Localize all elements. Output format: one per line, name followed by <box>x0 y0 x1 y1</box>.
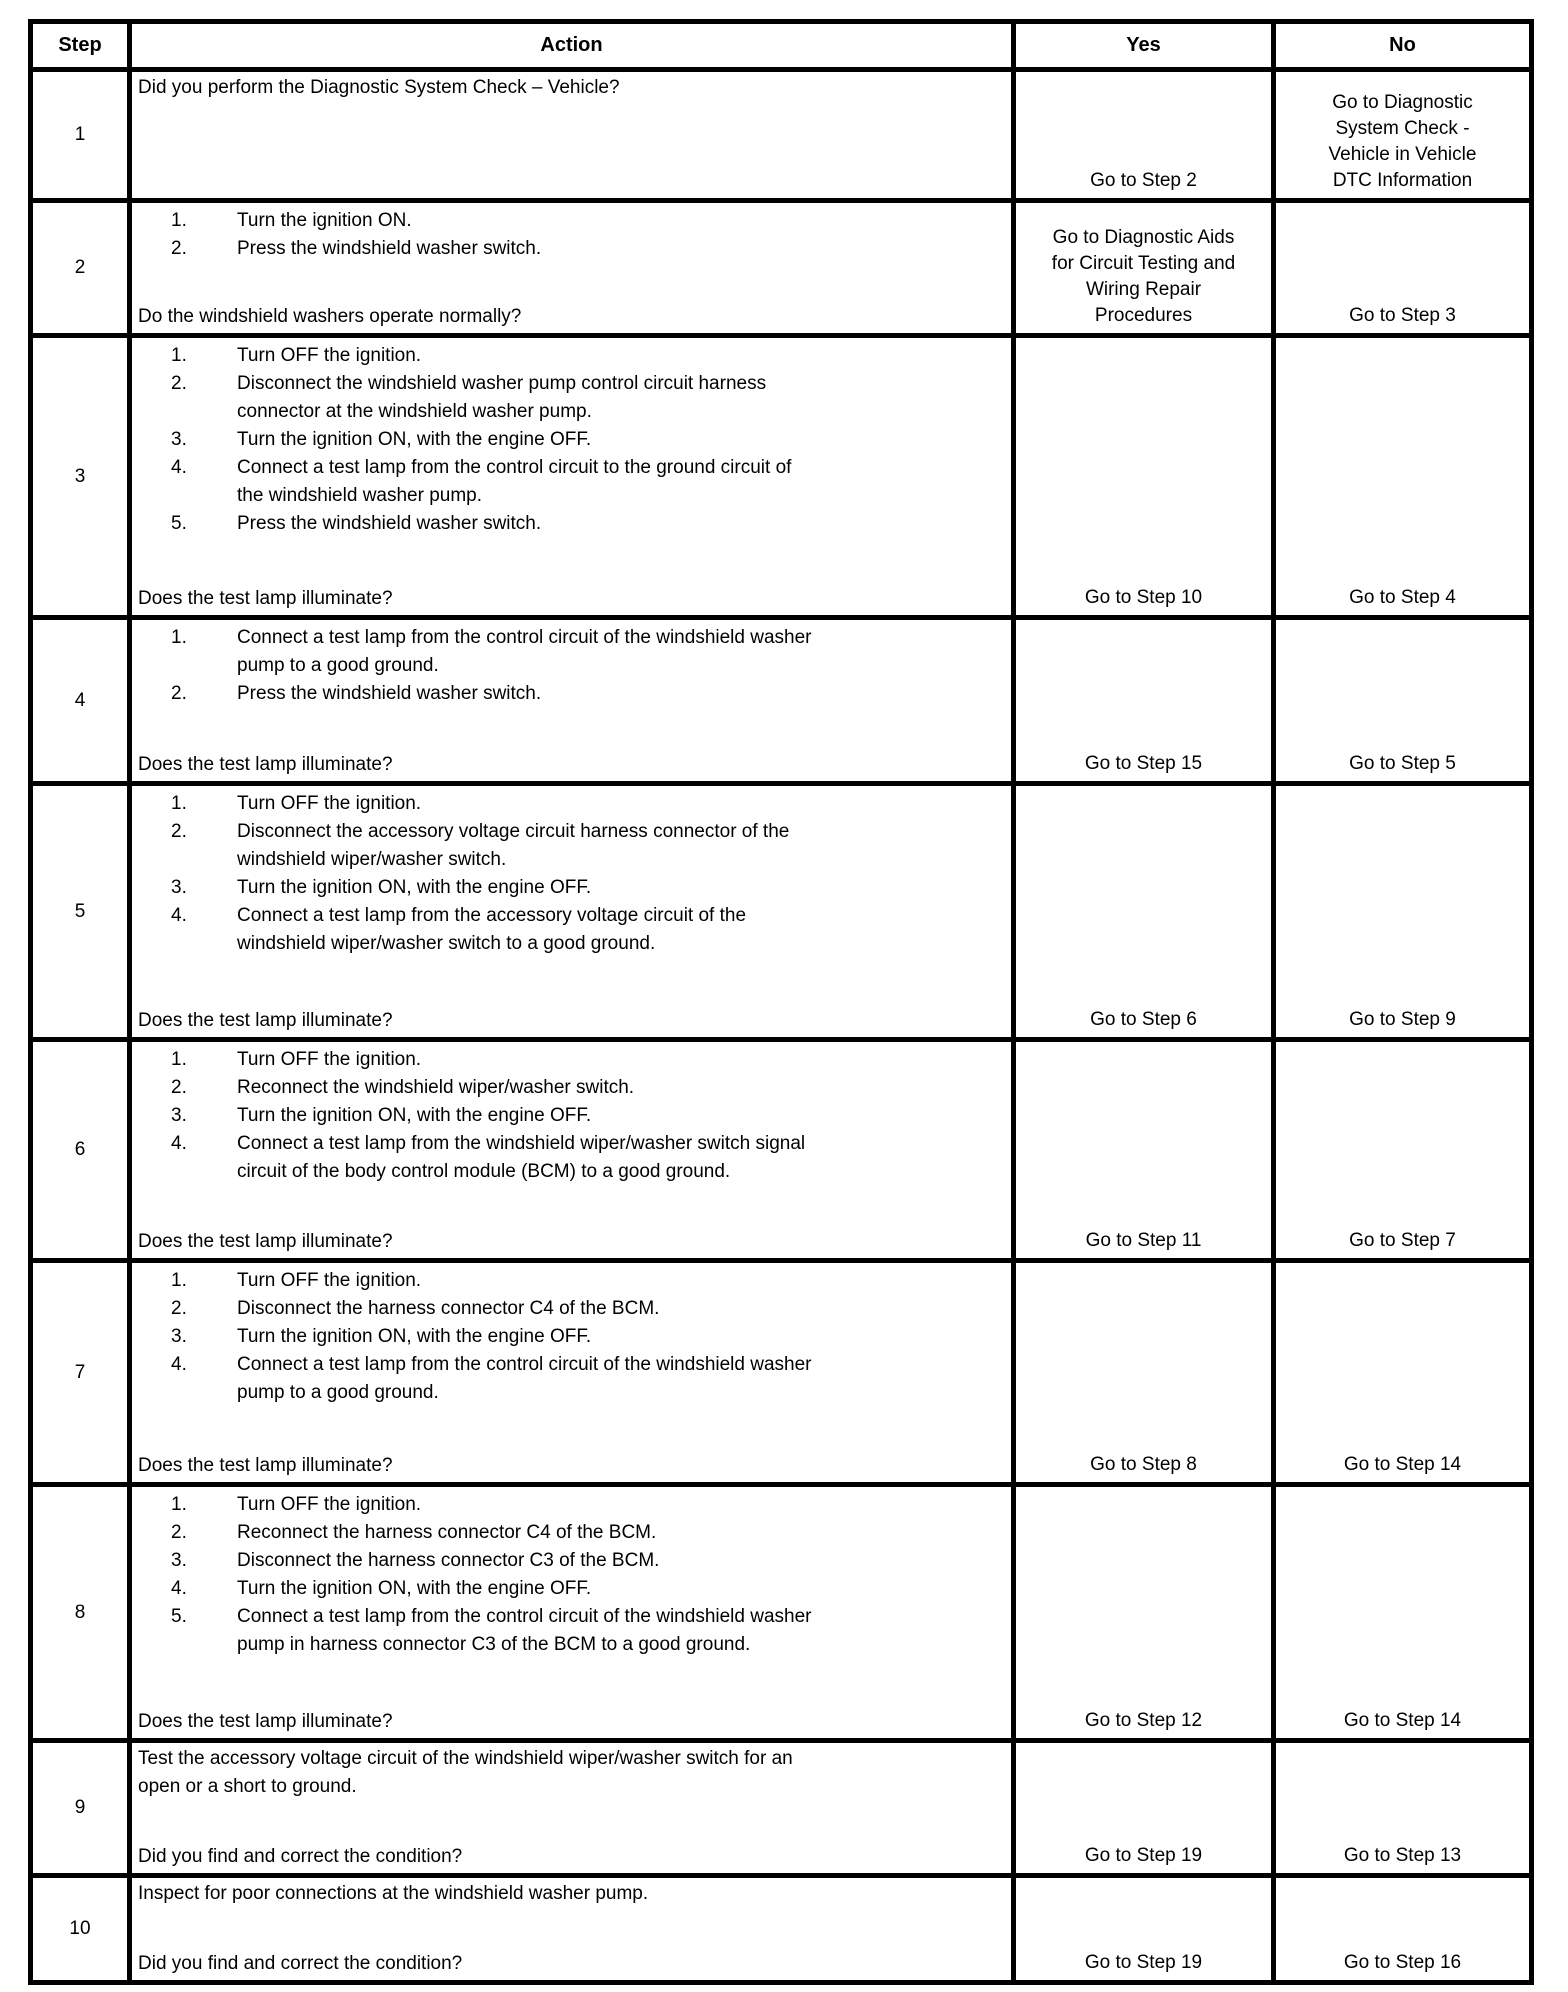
yes-cell <box>1014 1485 1274 1741</box>
table-row <box>31 1485 1532 1741</box>
action-cell <box>130 201 1014 336</box>
table-row <box>31 70 1532 201</box>
no-cell <box>1274 784 1532 1040</box>
action-cell <box>130 1040 1014 1261</box>
step-number: 5 <box>31 784 130 1040</box>
action-step-item: Turn OFF the ignition. <box>237 1049 422 1070</box>
step-number: 3 <box>31 336 130 618</box>
action-question: Did you find and correct the condition? <box>138 1846 463 1867</box>
table-row <box>31 784 1532 1040</box>
action-question: Do the windshield washers operate normally? <box>138 306 522 327</box>
no-result: Go to Step 16 <box>1343 1952 1462 1973</box>
no-result: Go to Step 5 <box>1349 753 1456 774</box>
action-step-list <box>171 1491 951 1659</box>
action-question: Does the test lamp illuminate? <box>138 754 393 775</box>
action-step-item: Disconnect the harness connector C4 of the BCM. <box>237 1298 660 1319</box>
yes-result: Go to Step 11 <box>1085 1230 1202 1251</box>
no-cell <box>1274 1040 1532 1261</box>
action-question: Does the test lamp illuminate? <box>138 1010 393 1031</box>
step-number: 7 <box>31 1261 130 1485</box>
action-question: Did you find and correct the condition? <box>138 1953 463 1974</box>
yes-cell <box>1014 336 1274 618</box>
no-cell <box>1274 618 1532 784</box>
no-result: Go to Step 7 <box>1349 1230 1456 1251</box>
action-step-list <box>171 1267 951 1407</box>
action-question: Does the test lamp illuminate? <box>138 588 393 609</box>
header-row <box>31 22 1532 70</box>
action-step-list <box>171 207 951 263</box>
action-step-item: Turn the ignition ON, with the engine OFF. <box>237 877 592 898</box>
step-number: 8 <box>31 1485 130 1741</box>
action-step-list <box>171 624 951 708</box>
no-cell <box>1274 70 1532 201</box>
step-number: 2 <box>31 201 130 336</box>
yes-result: Go to Step 2 <box>1090 170 1197 191</box>
column-header-action: Action <box>130 22 1014 70</box>
yes-result: Go to Diagnostic Aids for Circuit Testing and Wiring Repair Procedures <box>1051 227 1236 326</box>
action-step-item: Press the windshield washer switch. <box>237 238 542 259</box>
yes-result: Go to Step 12 <box>1084 1710 1203 1731</box>
action-text: Did you perform the Diagnostic System Check – Vehicle? <box>138 77 620 98</box>
action-question: Does the test lamp illuminate? <box>138 1231 393 1252</box>
no-result: Go to Diagnostic System Check - Vehicle in Vehicle DTC Information <box>1328 92 1477 191</box>
yes-result: Go to Step 19 <box>1084 1845 1203 1866</box>
action-step-item: Press the windshield washer switch. <box>237 513 542 534</box>
no-cell <box>1274 1485 1532 1741</box>
yes-result: Go to Step 6 <box>1090 1009 1197 1030</box>
diagnostic-table <box>28 19 1534 1985</box>
action-step-item: Turn the ignition ON, with the engine OFF. <box>237 1326 592 1347</box>
no-cell <box>1274 201 1532 336</box>
action-step-item: Turn the ignition ON. <box>237 210 412 231</box>
action-step-item: Turn the ignition ON, with the engine OFF. <box>237 429 592 450</box>
yes-cell <box>1014 201 1274 336</box>
column-header-step: Step <box>31 22 130 70</box>
table-row <box>31 1261 1532 1485</box>
action-question: Does the test lamp illuminate? <box>138 1711 393 1732</box>
no-result: Go to Step 3 <box>1349 305 1456 326</box>
action-step-item: Connect a test lamp from the windshield wiper/washer switch signal circuit of the body control module (BCM) to a good ground. <box>237 1133 806 1182</box>
action-step-item: Turn the ignition ON, with the engine OFF. <box>237 1105 592 1126</box>
action-cell <box>130 1261 1014 1485</box>
yes-cell <box>1014 70 1274 201</box>
step-number: 4 <box>31 618 130 784</box>
yes-result: Go to Step 15 <box>1084 753 1203 774</box>
yes-cell <box>1014 1741 1274 1876</box>
no-result: Go to Step 14 <box>1343 1454 1462 1475</box>
action-cell <box>130 70 1014 201</box>
action-cell <box>130 1485 1014 1741</box>
action-step-item: Turn OFF the ignition. <box>237 793 422 814</box>
action-step-item: Disconnect the harness connector C3 of the BCM. <box>237 1550 660 1571</box>
action-step-item: Press the windshield washer switch. <box>237 683 542 704</box>
yes-cell <box>1014 618 1274 784</box>
column-header-no: No <box>1274 22 1532 70</box>
no-result: Go to Step 13 <box>1343 1845 1462 1866</box>
action-text: Test the accessory voltage circuit of the windshield wiper/washer switch for an open or a short to ground. <box>138 1748 793 1797</box>
action-step-list <box>171 342 951 538</box>
yes-cell <box>1014 1040 1274 1261</box>
no-result: Go to Step 9 <box>1349 1009 1456 1030</box>
action-step-item: Turn the ignition ON, with the engine OFF. <box>237 1578 592 1599</box>
table-row <box>31 201 1532 336</box>
no-cell <box>1274 1741 1532 1876</box>
no-cell <box>1274 336 1532 618</box>
action-question: Does the test lamp illuminate? <box>138 1455 393 1476</box>
action-step-item: Reconnect the windshield wiper/washer switch. <box>237 1077 635 1098</box>
action-step-item: Turn OFF the ignition. <box>237 1494 422 1515</box>
action-cell <box>130 784 1014 1040</box>
action-step-list <box>171 790 951 958</box>
table-row <box>31 1040 1532 1261</box>
no-cell <box>1274 1876 1532 1983</box>
step-number: 6 <box>31 1040 130 1261</box>
column-header-yes: Yes <box>1014 22 1274 70</box>
yes-cell <box>1014 1876 1274 1983</box>
action-cell <box>130 336 1014 618</box>
no-result: Go to Step 4 <box>1349 587 1456 608</box>
step-number: 1 <box>31 70 130 201</box>
action-step-item: Reconnect the harness connector C4 of the BCM. <box>237 1522 657 1543</box>
action-step-item: Turn OFF the ignition. <box>237 1270 422 1291</box>
table-row <box>31 618 1532 784</box>
step-number: 10 <box>31 1876 130 1983</box>
yes-cell <box>1014 784 1274 1040</box>
table-row <box>31 1876 1532 1983</box>
yes-cell <box>1014 1261 1274 1485</box>
action-cell <box>130 1741 1014 1876</box>
action-step-item: Turn OFF the ignition. <box>237 345 422 366</box>
action-step-item: Connect a test lamp from the control circuit of the windshield washer pump in harness connector C3 of the BCM to a good ground. <box>237 1606 812 1655</box>
action-step-item: Disconnect the accessory voltage circuit harness connector of the windshield wiper/washer switch. <box>237 821 790 870</box>
no-cell <box>1274 1261 1532 1485</box>
action-cell <box>130 618 1014 784</box>
table-row <box>31 336 1532 618</box>
yes-result: Go to Step 19 <box>1084 1952 1203 1973</box>
action-text: Inspect for poor connections at the windshield washer pump. <box>138 1883 649 1904</box>
yes-result: Go to Step 8 <box>1090 1454 1197 1475</box>
yes-result: Go to Step 10 <box>1084 587 1203 608</box>
table-row <box>31 1741 1532 1876</box>
action-step-item: Disconnect the windshield washer pump control circuit harness connector at the windshield washer pump. <box>237 373 767 422</box>
action-cell <box>130 1876 1014 1983</box>
action-step-item: Connect a test lamp from the control circuit to the ground circuit of the windshield washer pump. <box>237 457 792 506</box>
action-step-list <box>171 1046 951 1186</box>
no-result: Go to Step 14 <box>1343 1710 1462 1731</box>
action-step-item: Connect a test lamp from the control circuit of the windshield washer pump to a good ground. <box>237 627 812 676</box>
action-step-item: Connect a test lamp from the accessory voltage circuit of the windshield wiper/washer switch to a good ground. <box>237 905 747 954</box>
step-number: 9 <box>31 1741 130 1876</box>
action-step-item: Connect a test lamp from the control circuit of the windshield washer pump to a good ground. <box>237 1354 812 1403</box>
